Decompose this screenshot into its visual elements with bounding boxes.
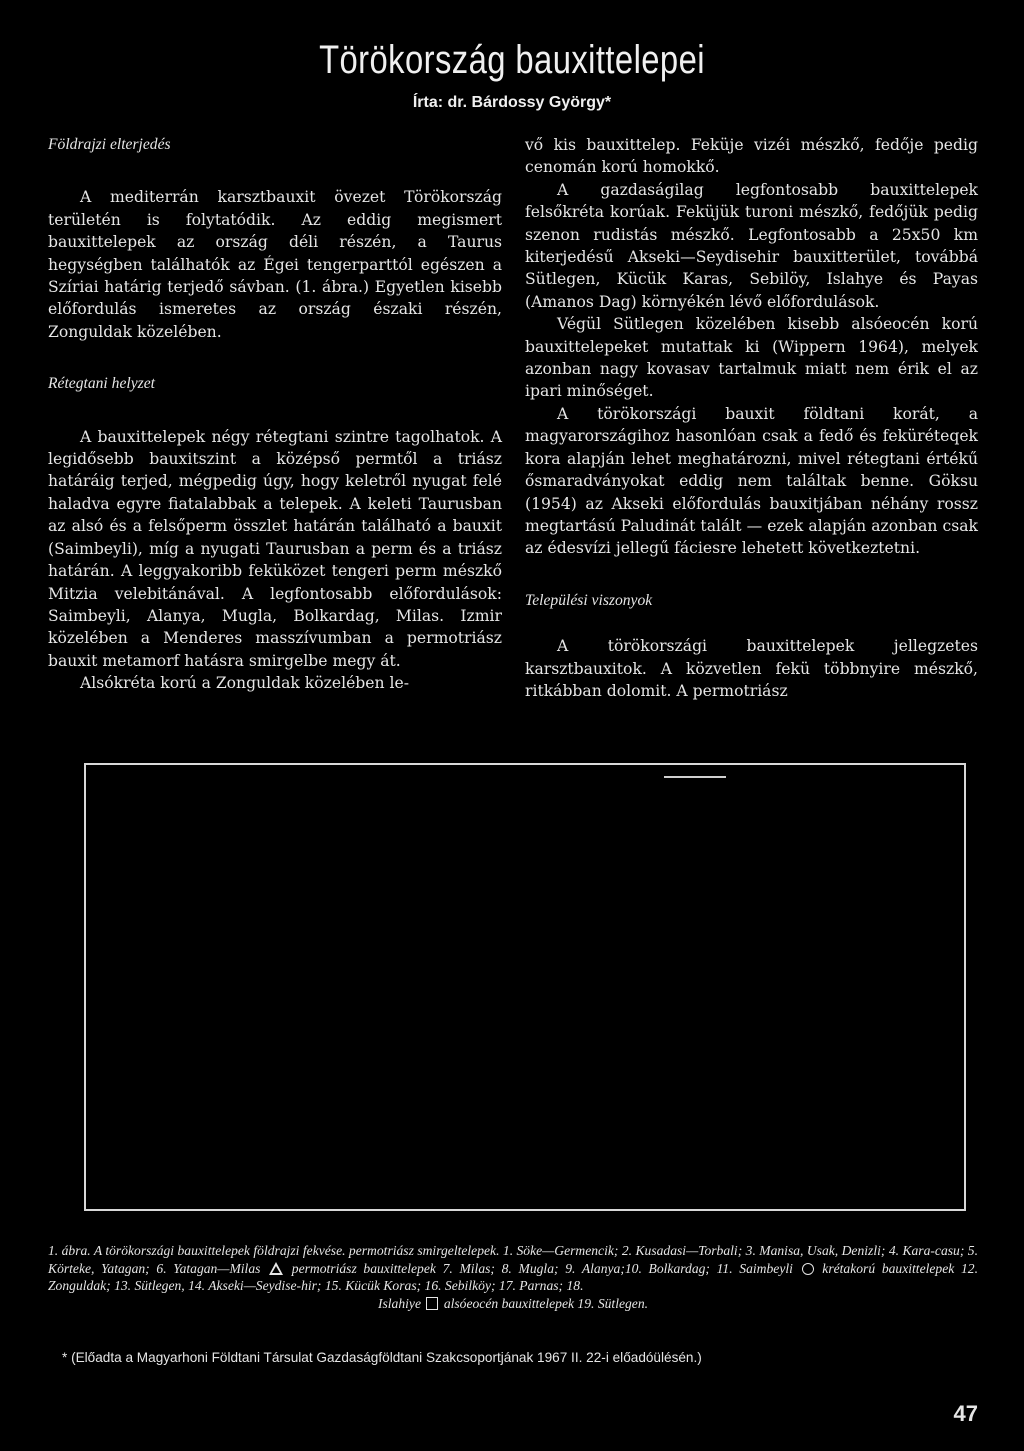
caption-part: 1. ábra. A törökországi bauxittelepek földrajzi fekvése. permotriász smirgeltelepek. 1. Söke—Germencik; 2. Kusadasi—Torbali; 3. Manisa, Usak, Denizli; 4. Kara-casu; 5. Körteke, Yatagan; 6. Yatagan—Milas bbox=[48, 1243, 978, 1276]
triangle-icon bbox=[269, 1262, 283, 1275]
paragraph: vő kis bauxittelep. Feküje vizéi mészkő, fedője pedig cenomán korú homokkő. bbox=[525, 136, 978, 177]
page-number: 47 bbox=[953, 1401, 978, 1426]
paragraph: A bauxittelepek négy rétegtani szintre tagolhatok. A legidősebb bauxitszint a középső permtől a triász határáig terjed, mégpedig úgy, hogy keletről nyugat felé haladva egyre fiatalabbak a telepek. A keleti Taurusban az alsó és a felsőperm összlet határán található a bauxit (Saimbeyli), míg a nyugati Taurusban a perm és a triász határán. A leggyakoribb feküközet tengeri perm mészkő Mitzia velebitánával. A legfontosabb előfordulások: Saimbeyli, Alanya, Mugla, Bolkardag, Milas. Izmir közelében a Menderes masszívumban a permotriász bauxit metamorf hatásra smirgelbe megy át. bbox=[48, 427, 502, 670]
section-heading-geography: Földrajzi elterjedés bbox=[48, 136, 171, 153]
paragraph: A mediterrán karsztbauxit övezet Törökország területén is folytatódik. Az eddig megismert bauxittelepek az ország déli részén, a Taurus hegységben találhatók az Égei tengerparttól egészen a Szíriai határig terjedő sávban. (1. ábra.) Egyetlen kisebb előfordulás ismeretes az ország északi részén, Zonguldak közelében. bbox=[48, 188, 502, 341]
caption-last-line bbox=[48, 1295, 978, 1313]
circle-icon bbox=[802, 1263, 814, 1275]
paragraph: A gazdaságilag legfontosabb bauxittelepek felsőkréta korúak. Feküjük turoni mészkő, fedőjük pedig szenon rudistás mészkő. Legfontosabb a 25x50 km kiterjedésű Akseki—Seydisehir bauxitterület, továbbá Sütlegen, Kücük Karas, Sebilöy, Islahye és Payas (Amanos Dag) környékén lévő előfordulások. bbox=[525, 180, 978, 311]
caption-part: alsóeocén bauxittelepek 19. Sütlegen. bbox=[443, 1295, 649, 1311]
paragraph: A törökországi bauxittelepek jellegzetes karsztbauxitok. A közvetlen fekü többnyire mészkő, ritkábban dolomit. A permotriász bbox=[525, 637, 978, 700]
section-heading-settlement: Települési viszonyok bbox=[525, 591, 653, 609]
square-icon bbox=[426, 1297, 438, 1310]
article-author: Írta: dr. Bárdossy György* bbox=[412, 94, 612, 111]
footnote: * (Előadta a Magyarhoni Földtani Társulat Gazdaságföldtani Szakcsoportjának 1967 II. 22-i előadóülésén.) bbox=[62, 1350, 702, 1365]
caption-part: permotriász bauxittelepek 7. Milas; 8. Mugla; 9. Alanya;10. Bolkardag; 11. Saimbeyli bbox=[291, 1260, 793, 1276]
caption-part: Islahiye bbox=[377, 1295, 421, 1311]
caption-part: krétakorú bauxittelepek 12. Zonguldak; 13. Sütlegen, 14. Akseki—Seydise-hir; 15. Kücük Koras; 16. Sebilköy; 17. Parnas; 18. bbox=[48, 1260, 978, 1294]
left-column bbox=[48, 134, 502, 695]
paragraph: Alsókréta korú a Zonguldak közelében le- bbox=[80, 674, 409, 693]
right-column bbox=[525, 134, 978, 702]
figure-caption bbox=[48, 1242, 978, 1312]
figure-map-frame bbox=[84, 763, 966, 1211]
article-title: Törökország bauxittelepei bbox=[319, 38, 705, 82]
paragraph: Végül Sütlegen közelében kisebb alsóeocén korú bauxittelepeket mutattak ki (Wippern 1964), melyek azonban nagy kovasav tartalmuk miatt nem érik el az ipari minőséget. bbox=[525, 315, 978, 401]
map-line-mark bbox=[664, 776, 726, 778]
paragraph: A törökországi bauxit földtani korát, a magyarországihoz hasonlóan csak a fedő és feküréteqek kora alapján lehet meghatározni, mivel rétegtani értékű ősmaradványokat eddig nem találtak benne. Göksu (1954) az Akseki előfordulás bauxitjában néhány rossz megtartású Paludinát talált — ezek alapján azonban csak az édesvízi jellegű fáciesre lehetett következtetni. bbox=[525, 404, 978, 558]
section-heading-stratigraphy: Rétegtani helyzet bbox=[48, 375, 155, 393]
